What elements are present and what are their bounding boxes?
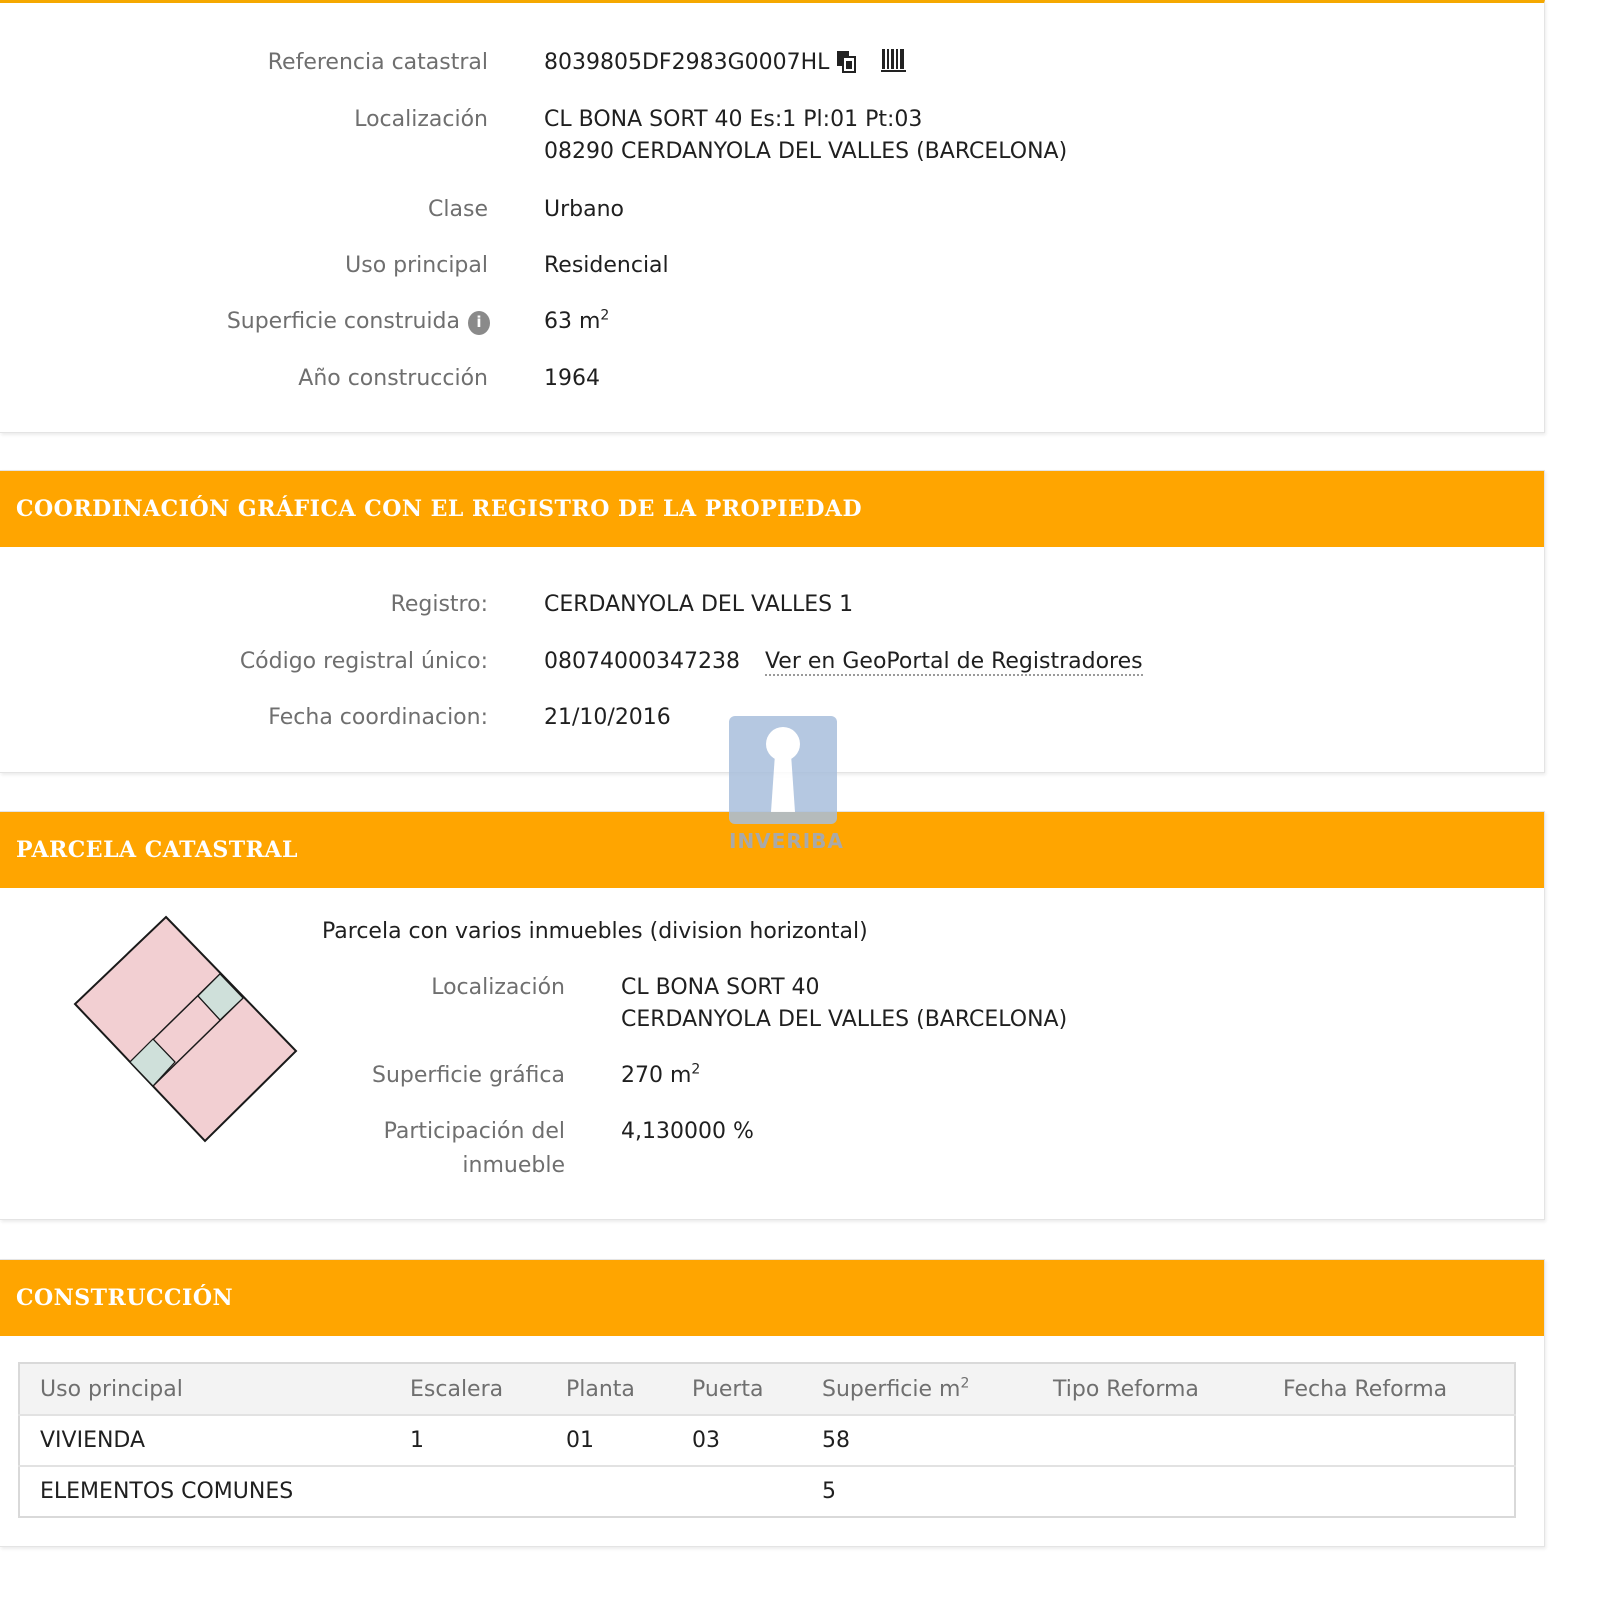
parcela-localizacion-line1: CL BONA SORT 40 <box>621 975 820 1000</box>
cell-tipo-reforma <box>1033 1466 1263 1517</box>
registro-value: CERDANYOLA DEL VALLES 1 <box>544 592 854 617</box>
clase-label: Clase <box>428 197 488 222</box>
construccion-header: CONSTRUCCIÓN <box>0 1260 1544 1336</box>
parcela-panel <box>0 811 1545 1220</box>
fecha-label: Fecha coordinacion: <box>268 705 488 730</box>
col-planta: Planta <box>546 1363 672 1415</box>
barcode-icon[interactable] <box>881 48 907 72</box>
table-row <box>19 1466 1515 1517</box>
parcela-superficie-label: Superficie gráfica <box>372 1063 565 1088</box>
codigo-value: 08074000347238 <box>544 649 740 674</box>
parcela-localizacion-label: Localización <box>431 975 565 1000</box>
geoportal-link[interactable]: Ver en GeoPortal de Registradores <box>764 649 1143 674</box>
participacion-label-1: Participación del <box>383 1119 565 1144</box>
col-puerta: Puerta <box>672 1363 802 1415</box>
info-icon[interactable]: i <box>468 311 490 335</box>
referencia-text: 8039805DF2983G0007HL <box>544 50 830 75</box>
cell-uso: VIVIENDA <box>19 1415 390 1466</box>
parcel-map-icon[interactable] <box>70 912 305 1147</box>
table-row <box>19 1415 1515 1466</box>
localizacion-line2: 08290 CERDANYOLA DEL VALLES (BARCELONA) <box>544 139 1068 164</box>
uso-value: Residencial <box>544 253 669 278</box>
parcela-subtitle: Parcela con varios inmuebles (division horizontal) <box>322 919 868 944</box>
col-tipo-reforma: Tipo Reforma <box>1033 1363 1263 1415</box>
cell-escalera: 1 <box>390 1415 546 1466</box>
superficie-label: Superficie construida <box>226 309 460 334</box>
cell-puerta: 03 <box>672 1415 802 1466</box>
table-header-row <box>19 1363 1515 1415</box>
cell-tipo-reforma <box>1033 1415 1263 1466</box>
construccion-table <box>18 1362 1516 1518</box>
cell-uso: ELEMENTOS COMUNES <box>19 1466 390 1517</box>
anio-value: 1964 <box>544 366 600 391</box>
parcela-superficie-exp: 2 <box>691 1061 701 1078</box>
parcela-superficie-value <box>621 1060 700 1092</box>
codigo-label: Código registral único: <box>239 649 488 674</box>
col-superficie-exp: 2 <box>960 1375 970 1392</box>
col-uso: Uso principal <box>19 1363 390 1415</box>
uso-label: Uso principal <box>345 253 488 278</box>
inmueble-panel <box>0 0 1545 433</box>
cell-escalera <box>390 1466 546 1517</box>
inveriba-watermark-logo <box>729 716 837 824</box>
localizacion-label: Localización <box>354 107 488 132</box>
participacion-value: 4,130000 % <box>621 1119 754 1144</box>
anio-label: Año construcción <box>298 366 488 391</box>
localizacion-line1: CL BONA SORT 40 Es:1 Pl:01 Pt:03 <box>544 107 923 132</box>
parcela-localizacion-line2: CERDANYOLA DEL VALLES (BARCELONA) <box>621 1007 1068 1032</box>
cell-superficie: 5 <box>802 1466 1033 1517</box>
codigo-value-wrap <box>544 646 1143 678</box>
col-escalera: Escalera <box>390 1363 546 1415</box>
coordinacion-header: COORDINACIÓN GRÁFICA CON EL REGISTRO DE LA PROPIEDAD <box>0 471 1544 547</box>
parcela-header: PARCELA CATASTRAL <box>0 812 1544 888</box>
superficie-label-wrap <box>0 306 490 338</box>
cell-planta <box>546 1466 672 1517</box>
col-superficie <box>802 1363 1033 1415</box>
col-superficie-text: Superficie m <box>822 1376 961 1402</box>
referencia-label: Referencia catastral <box>267 50 488 75</box>
cell-superficie: 58 <box>802 1415 1033 1466</box>
cell-puerta <box>672 1466 802 1517</box>
cell-fecha-reforma <box>1263 1415 1515 1466</box>
superficie-number: 63 m <box>544 309 601 334</box>
participacion-label-2: inmueble <box>462 1153 565 1178</box>
registro-label: Registro: <box>390 592 488 617</box>
watermark-text: INVERIBA <box>729 829 844 853</box>
fecha-value: 21/10/2016 <box>544 705 671 730</box>
cell-fecha-reforma <box>1263 1466 1515 1517</box>
superficie-value <box>544 306 609 338</box>
copy-icon[interactable] <box>835 49 857 73</box>
col-fecha-reforma: Fecha Reforma <box>1263 1363 1515 1415</box>
superficie-exp: 2 <box>600 307 610 324</box>
cell-planta: 01 <box>546 1415 672 1466</box>
clase-value: Urbano <box>544 197 624 222</box>
parcela-superficie-number: 270 m <box>621 1063 692 1088</box>
referencia-value <box>544 47 907 79</box>
